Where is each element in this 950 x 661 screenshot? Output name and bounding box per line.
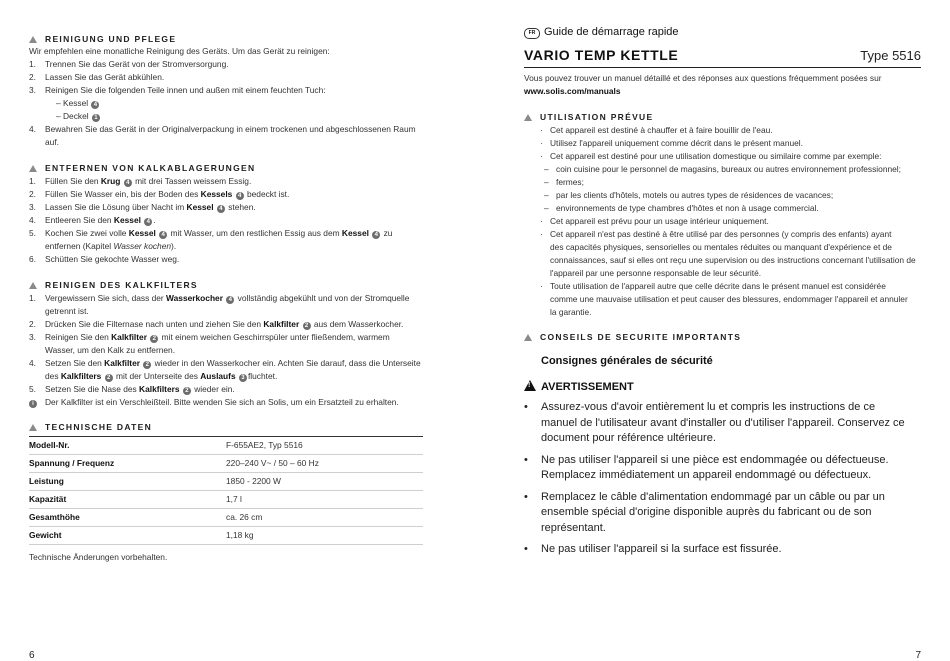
triangle-icon: [524, 334, 532, 341]
list-item-continuation: Wasser, um den Kalk zu entfernen.: [45, 345, 176, 355]
part-number-icon: 2: [105, 374, 113, 382]
triangle-icon: [29, 282, 37, 289]
left-page: REINIGUNG UND PFLEGE Wir empfehlen eine monatliche Reinigung des Geräts. Um das Gerät zu reinigen: 1. Trennen Sie das Gerät von der Stromversorgung. 2. Lassen Sie das Gerät abkühlen. 3. Reinigen Sie die folgenden Teile innen und außen mit einem feuchten Tuch: – Kessel 4 – Deckel 1 4. Bewahren Sie das Gerät in der Originalverpackung in einem trockenen und abgeschlossenen Raum auf. ENTFERNEN VON KALKABLAGERUNGEN 1. Füllen Sie den Krug 4 mit drei Tassen weissem Essig. 2. Füllen Sie Wasser ein, bis der Boden des Kessels 4 bedeckt ist. 3. Lassen Sie die Lösung über Nacht im Kessel 4 stehen. 4. Entleeren Sie den Kessel 4 . 5. Kochen Sie zwei volle Kessel 4 mit Wasser, um den restlichen Essig aus dem Kessel 4 zu entfernen (Kapitel Wasser kochen). 6. Schütten Sie gekochte Wasser weg. REINIGEN DES KALKFILTERS 1. Vergewissern Sie sich, dass der Wasserkocher 4 vollständig abgekühlt und von der Stromquelle getrennt ist. 2. Drücken Sie die Filternase nach unten und ziehen Sie den Kalkfilter 2 aus dem Wasserkocher. 3. Reinigen Sie den Kalkfilter 2 mit einem weichen Geschirrspüler unter fließendem, warmem Wasser, um den Kalk zu entfernen. 4. Setzen Sie den Kalkfilter 2 wieder in den Wasserkocher ein. Achten Sie darauf, dass die Unterseite des Kalkfilters 2 mit der Unterseite des Auslaufs 3 fluchtet. 5. Setzen Sie die Nase des Kalkfilters 2 wieder ein. i Der Kalkfilter ist ein Verschleißteil. Bitte wenden Sie sich an Solis, um ein Ersatzteil zu erhalten. TECHNISCHE DATEN Modell-Nr. F-655AE2, Typ 5516 Spannung / Frequenz 220–240 V~ / 50 – 60 Hz Leistung 1850 - 2200 W Kapazität 1,7 l Gesamthöhe ca. 26 cm Gewicht 1,18 kg Technische Änderungen vorbehalten. 6: [29, 0, 423, 660]
section-heading-usage: UTILISATION PRÉVUE: [524, 112, 653, 122]
section-heading-descaling: ENTFERNEN VON KALKABLAGERUNGEN: [29, 163, 255, 173]
part-number-icon: 4: [124, 179, 132, 187]
section-heading-filter: REINIGEN DES KALKFILTERS: [29, 280, 198, 290]
safety-subheading: Consignes générales de sécurité: [541, 355, 713, 367]
part-number-icon: 4: [217, 205, 225, 213]
intro-text: Vous pouvez trouver un manuel détaillé et des réponses aux questions fréquemment posées sur: [524, 73, 882, 83]
list-item-continuation: auf.: [45, 137, 59, 147]
part-number-icon: 4: [372, 231, 380, 239]
page-number: 7: [915, 650, 921, 661]
list-item-continuation: getrennt ist.: [45, 306, 89, 316]
part-number-icon: 4: [236, 192, 244, 200]
part-number-icon: 4: [144, 218, 152, 226]
table-row: Spannung / Frequenz 220–240 V~ / 50 – 60 Hz: [29, 455, 423, 473]
part-number-icon: 2: [303, 322, 311, 330]
triangle-icon: [524, 114, 532, 121]
part-number-icon: 2: [183, 387, 191, 395]
table-row: Modell-Nr. F-655AE2, Typ 5516: [29, 437, 423, 455]
manuals-link[interactable]: www.solis.com/manuals: [524, 86, 621, 96]
table-row: Gesamthöhe ca. 26 cm: [29, 509, 423, 527]
table-row: Leistung 1850 - 2200 W: [29, 473, 423, 491]
page-title: VARIO TEMP KETTLE: [524, 47, 679, 63]
triangle-icon: [29, 165, 37, 172]
specs-note: Technische Änderungen vorbehalten.: [29, 552, 168, 562]
title-row: [524, 47, 921, 68]
section-heading-specs: TECHNISCHE DATEN: [29, 422, 152, 432]
specs-table: [29, 436, 423, 545]
part-number-icon: 1: [92, 114, 100, 122]
part-number-icon: 2: [150, 335, 158, 343]
warning-icon: !: [524, 380, 536, 391]
list-item-continuation: entfernen (Kapitel Wasser kochen).: [45, 241, 177, 251]
language-flag-icon: FR: [524, 28, 540, 39]
table-row: Gewicht 1,18 kg: [29, 527, 423, 545]
part-number-icon: 4: [159, 231, 167, 239]
part-number-icon: 2: [143, 361, 151, 369]
cleaning-intro: Wir empfehlen eine monatliche Reinigung des Geräts. Um das Gerät zu reinigen:: [29, 46, 330, 56]
part-number-icon: 3: [239, 374, 247, 382]
list-item: – Kessel 4: [56, 97, 100, 109]
list-item-continuation: des Kalkfilters 2 mit der Unterseite des Auslaufs 3 fluchtet.: [45, 371, 278, 381]
section-heading-cleaning: REINIGUNG UND PFLEGE: [29, 34, 176, 44]
guide-label: FR Guide de démarrage rapide: [524, 26, 679, 39]
list-item: – Deckel 1: [56, 110, 101, 122]
type-label: Type 5516: [860, 48, 921, 63]
warning-heading: ! AVERTISSEMENT: [524, 380, 634, 393]
part-number-icon: 4: [226, 296, 234, 304]
table-row: Kapazität 1,7 l: [29, 491, 423, 509]
page-number: 6: [29, 650, 35, 661]
right-page: FR Guide de démarrage rapide VARIO TEMP KETTLE Type 5516 Vous pouvez trouver un manuel détaillé et des réponses aux questions fréquemment posées sur www.solis.com/manuals UTILISATION PRÉVUE · Cet appareil est destiné à chauffer et à faire bouillir de l'eau. · Utilisez l'appareil uniquement comme décrit dans le présent manuel. · Cet appareil est destiné pour une utilisation domestique ou similaire comme par exemple: – coin cuisine pour le personnel de magasins, bureaux ou autres environnement professionnel; – fermes; – par les clients d'hôtels, motels ou autres types de résidences de vacances; – environnements de type chambres d'hôtes et non à usage commercial. · Cet appareil est prévu pour un usage intérieur uniquement. · Cet appareil n'est pas destiné à être utilisé par des personnes (y compris des enfants) ayant des capacités physiques, sensorielles ou mentales réduites ou manquant d'expérience et de connaissances, sauf si elles ont reçu une supervision ou des instructions concernant l'utilisation de l'appareil par une personne responsable de leur sécurité. · Toute utilisation de l'appareil autre que celle décrite dans le présent manuel est considérée comme une mauvaise utilisation et peut causer des blessures, endommager l'appareil et annuler la garantie. CONSEILS DE SECURITE IMPORTANTS Consignes générales de sécurité ! AVERTISSEMENT • Assurez-vous d'avoir entièrement lu et compris les instructions de ce manuel de l'utilisateur avant d'installer ou d'utiliser l'appareil. Conservez ce document pour référence ultérieure. • Ne pas utiliser l'appareil si une pièce est endommagée ou défectueuse. Remplacez immédiatement un appareil endommagé ou défectueux. • Remplacez le câble d'alimentation endommagé par un câble ou par un ensemble spécial d'origine disponible auprès du fabricant ou de son représentant. • Ne pas utiliser l'appareil si la surface est fissurée. 7: [524, 26, 921, 661]
triangle-icon: [29, 424, 37, 431]
section-heading-safety: CONSEILS DE SECURITE IMPORTANTS: [524, 332, 741, 342]
part-number-icon: 4: [91, 101, 99, 109]
info-icon: i: [29, 400, 37, 408]
triangle-icon: [29, 36, 37, 43]
